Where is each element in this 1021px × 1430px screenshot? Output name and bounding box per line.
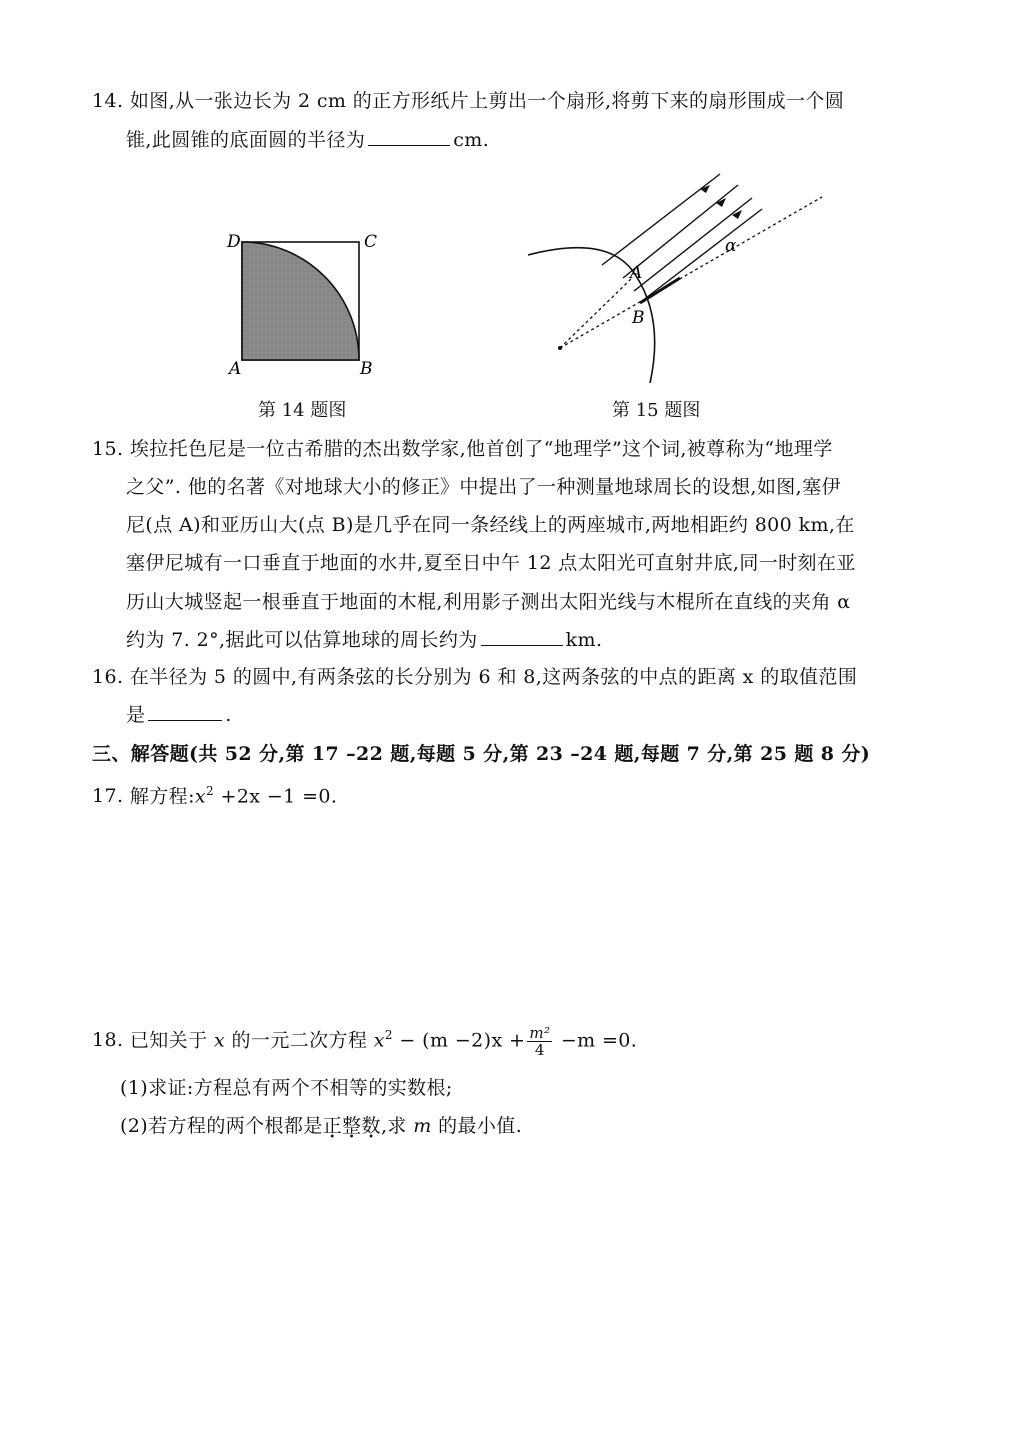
q15-text-line5: 历山大城竖起一根垂直于地面的木棍,利用影子测出太阳光线与木棍所在直线的夹角 α: [126, 591, 851, 613]
q17-eq-rest: +2x −1 =0.: [214, 785, 338, 808]
q16-end: .: [225, 704, 232, 726]
q17-line: 17. 解方程$:x^2 +2x -1 =0$.: [92, 784, 338, 808]
q17-number: 17.: [92, 785, 124, 808]
label-A-15: A: [630, 263, 643, 283]
q18-em-2: 整: [342, 1115, 362, 1137]
q18-frac-bot: 4: [534, 1040, 545, 1059]
q18-sub2: [120, 1113, 522, 1139]
q14-line1: [92, 88, 844, 114]
q14-unit: cm.: [453, 129, 490, 151]
sun-ray-4: [642, 209, 762, 301]
q15-line6: [126, 627, 602, 653]
q18-text-a: 已知关于: [129, 1029, 208, 1052]
q18-fraction: [527, 1025, 552, 1058]
section-3-title: 三、解答题(共 52 分,第 17 –22 题,每题 5 分,第 23 –24 题,每题 7 分,第 25 题 8 分): [92, 743, 871, 765]
q14-number: 14.: [92, 90, 124, 112]
q18-eq-b: − (m −2)x +: [392, 1029, 526, 1052]
label-B: B: [360, 359, 373, 379]
q14-line2: [126, 127, 489, 153]
figure-14: [215, 222, 395, 382]
q18-sub2-a: (2)若方程的两个根都是: [120, 1115, 323, 1137]
q15-unit: km.: [565, 629, 603, 651]
sun-ray-1: [602, 174, 720, 265]
q17-eq-x: x: [194, 785, 207, 808]
q18-eq-c: −m =0.: [554, 1029, 638, 1052]
earth-center-point: [558, 346, 562, 350]
q18-line: 18. 已知关于 x 的一元二次方程 $x^2 - (m -2)x$ + $\frac{\text{m²}}{4}$ −m =0.: [92, 1023, 638, 1059]
sector-shape: [242, 242, 359, 360]
arrow-3: [732, 210, 742, 219]
figure-15-caption: 第 15 题图: [612, 400, 701, 421]
q18-sub2-c: 的最小值.: [438, 1115, 523, 1137]
q15-answer-blank: [481, 627, 563, 646]
q18-em-3: 数: [361, 1115, 381, 1137]
label-B-15: B: [632, 308, 645, 328]
q15-number: 15.: [92, 438, 124, 460]
dashed-line-inner: [560, 279, 631, 348]
q15-text-line3: 尼(点 A)和亚历山大(点 B)是几乎在同一条经线上的两座城市,两地相距约 800 km,在: [126, 514, 855, 536]
q15-text-line4: 塞伊尼城有一口垂直于地面的水井,夏至日中午 12 点太阳光可直射井底,同一时刻在亚: [126, 552, 856, 574]
q16-number: 16.: [92, 666, 124, 688]
q16-line1: [92, 664, 857, 690]
q18-var-m: m: [413, 1115, 432, 1137]
figure-15: [520, 165, 830, 395]
q18-sub1: (1)求证:方程总有两个不相等的实数根;: [120, 1077, 453, 1099]
label-alpha: α: [725, 236, 737, 256]
figure-14-caption: 第 14 题图: [258, 400, 347, 421]
q18-number: 18.: [92, 1029, 124, 1052]
q16-text-line1: 在半径为 5 的圆中,有两条弦的长分别为 6 和 8,这两条弦的中点的距离 x 的取值范围: [129, 666, 858, 688]
label-A: A: [229, 359, 242, 379]
q16-text-line2: 是: [126, 704, 146, 726]
q15-text-line2: 之父”. 他的名著《对地球大小的修正》中提出了一种测量地球周长的设想,如图,塞伊: [126, 476, 841, 498]
label-D: D: [227, 232, 241, 252]
q15-text-line6: 约为 7. 2°,据此可以估算地球的周长约为: [126, 629, 478, 651]
q18-eq-x: x: [373, 1029, 385, 1052]
q18-sub2-b: ,求: [380, 1115, 407, 1137]
q14-answer-blank: [368, 127, 450, 146]
q18-var-x: x: [213, 1029, 226, 1052]
q16-line2: [126, 702, 232, 728]
label-C: C: [364, 232, 378, 252]
q17-text: 解方程:: [129, 785, 195, 808]
q16-answer-blank: [148, 702, 222, 721]
q15-text-line1: 埃拉托色尼是一位古希腊的杰出数学家,他首创了“地理学”这个词,被尊称为“地理学: [129, 438, 833, 460]
q18-text-b: 的一元二次方程: [231, 1029, 368, 1052]
q18-em-1: 正: [322, 1115, 343, 1137]
q15-line1: [92, 436, 833, 462]
q18-frac-top: m²: [529, 1023, 551, 1042]
q14-text-line2: 锥,此圆锥的底面圆的半径为: [126, 129, 366, 151]
q14-text-line1: 如图,从一张边长为 2 cm 的正方形纸片上剪出一个扇形,将剪下来的扇形围成一个圆: [129, 90, 845, 112]
dashed-line-outer: [560, 197, 822, 348]
